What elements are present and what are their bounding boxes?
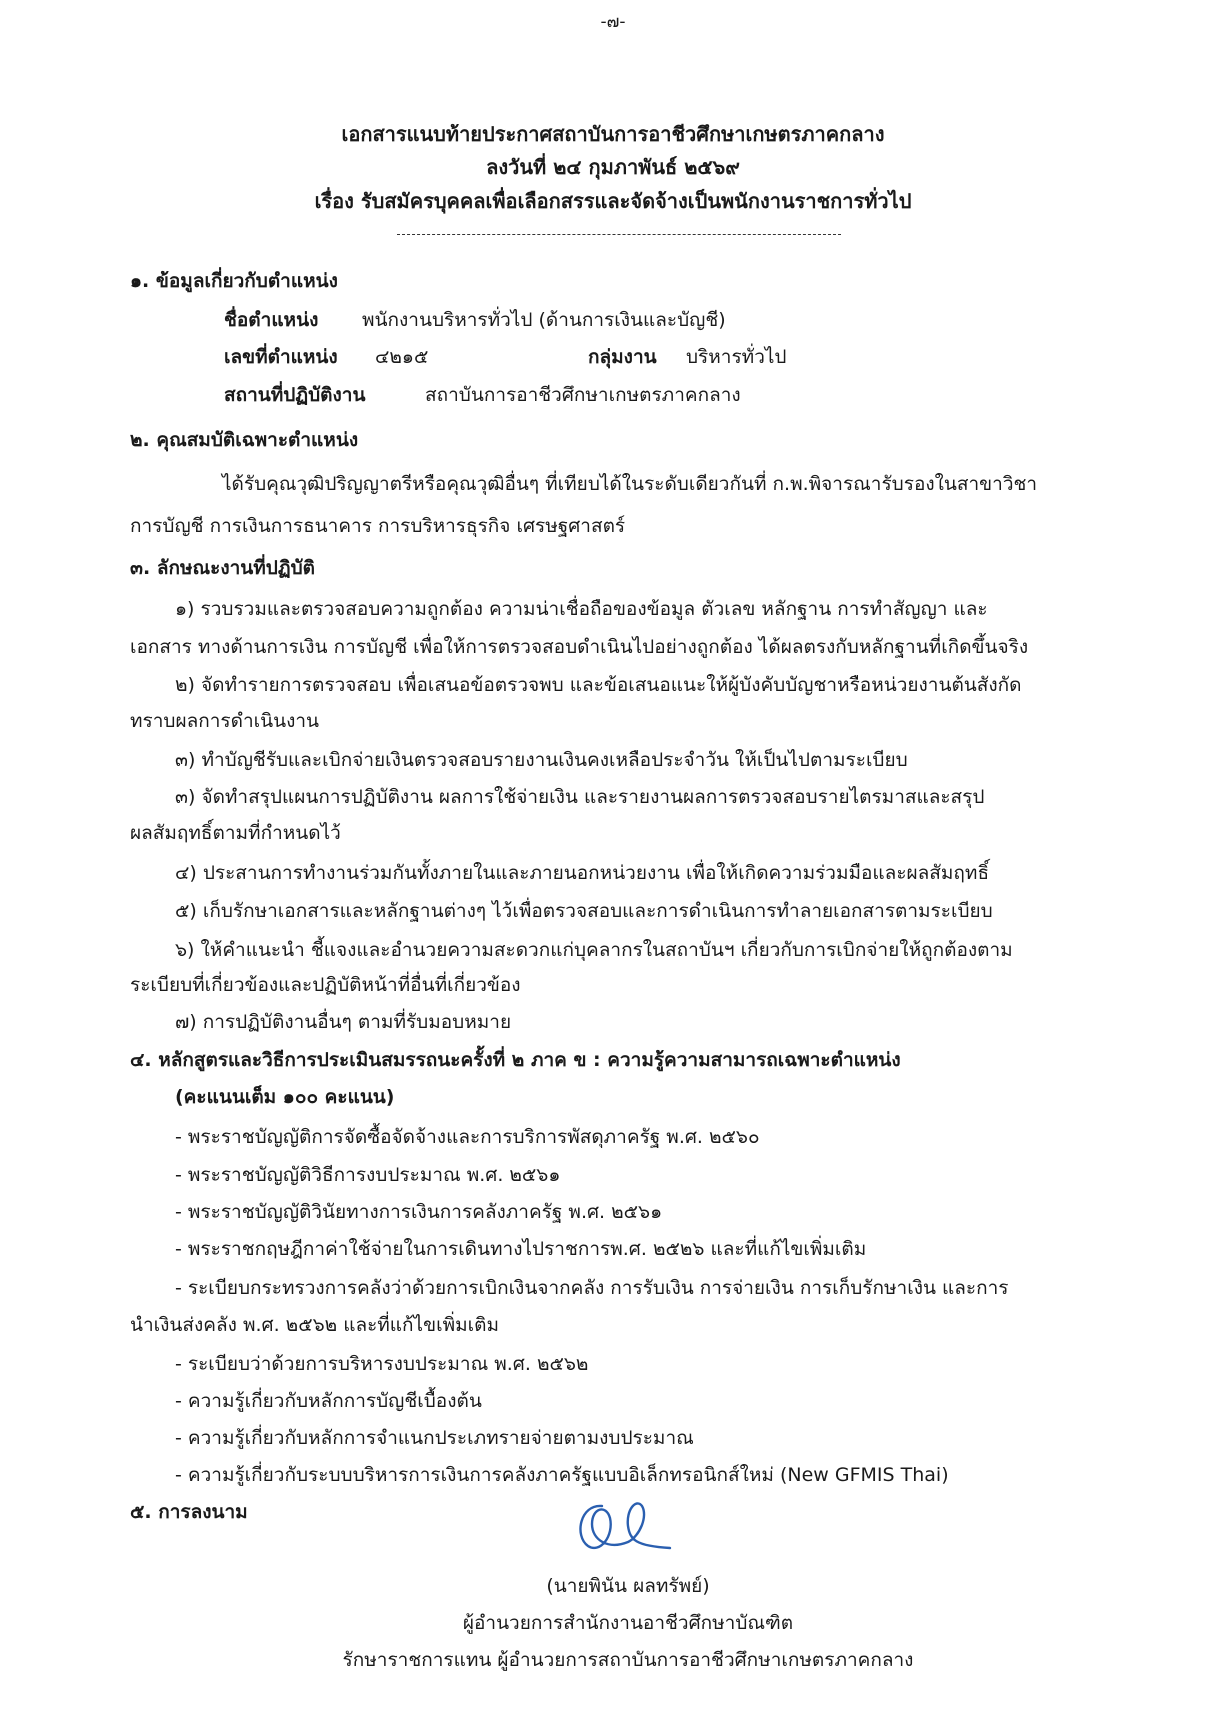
duty-line: เอกสาร ทางด้านการเงิน การบัญชี เพื่อให้การตรวจสอบดำเนินไปอย่างถูกต้อง ได้ผลตรงกับหลักฐานที่เกิดขึ้นจริง [130, 636, 1029, 658]
header-divider [397, 234, 841, 235]
duty-line: ระเบียบที่เกี่ยวข้องและปฏิบัติหน้าที่อื่นที่เกี่ยวข้อง [130, 974, 521, 996]
signatory-title: ผู้อำนวยการสำนักงานอาชีวศึกษาบัณฑิต [462, 1612, 794, 1634]
curriculum-item: - ความรู้เกี่ยวกับหลักการบัญชีเบื้องต้น [175, 1390, 482, 1412]
section4-heading: ๔. หลักสูตรและวิธีการประเมินสมรรถนะครั้งที่ ๒ ภาค ข : ความรู้ความสามารถเฉพาะตำแหน่ง [130, 1049, 901, 1071]
section2-heading: ๒. คุณสมบัติเฉพาะตำแหน่ง [130, 429, 359, 451]
duty-line: ๑) รวบรวมและตรวจสอบความถูกต้อง ความน่าเชื่อถือของข้อมูล ตัวเลข หลักฐาน การทำสัญญา และ [175, 598, 988, 620]
duty-line: ๕) เก็บรักษาเอกสารและหลักฐานต่างๆ ไว้เพื่อตรวจสอบและการดำเนินการทำลายเอกสารตามระเบียบ [175, 900, 993, 922]
page-number: -๗- [600, 12, 626, 32]
position-name-value: พนักงานบริหารทั่วไป (ด้านการเงินและบัญชี) [362, 309, 726, 331]
section4-subheading: (คะแนนเต็ม ๑๐๐ คะแนน) [175, 1086, 395, 1108]
curriculum-item: - พระราชบัญญัติวินัยทางการเงินการคลังภาครัฐ พ.ศ. ๒๕๖๑ [175, 1201, 663, 1223]
duty-line: ๓) ทำบัญชีรับและเบิกจ่ายเงินตรวจสอบรายงานเงินคงเหลือประจำวัน ให้เป็นไปตามระเบียบ [175, 749, 908, 771]
curriculum-item: - ระเบียบว่าด้วยการบริหารงบประมาณ พ.ศ. ๒๕๖๒ [175, 1353, 589, 1375]
position-name-label: ชื่อตำแหน่ง [224, 309, 319, 331]
qualification-line: การบัญชี การเงินการธนาคาร การบริหารธุรกิจ เศรษฐศาสตร์ [130, 515, 626, 537]
duty-line: ๖) ให้คำแนะนำ ชี้แจงและอำนวยความสะดวกแก่บุคลากรในสถาบันฯ เกี่ยวกับการเบิกจ่ายให้ถูกต้องตาม [175, 939, 1013, 961]
workplace-value: สถาบันการอาชีวศึกษาเกษตรภาคกลาง [425, 384, 741, 406]
signature-image [570, 1496, 680, 1560]
header-date-line: ลงวันที่ ๒๔ กุมภาพันธ์ ๒๕๖๙ [486, 155, 740, 179]
position-no-value: ๔๒๑๕ [375, 346, 429, 368]
curriculum-item: นำเงินส่งคลัง พ.ศ. ๒๕๖๒ และที่แก้ไขเพิ่มเติม [130, 1314, 500, 1336]
curriculum-item: - พระราชบัญญัติวิธีการงบประมาณ พ.ศ. ๒๕๖๑ [175, 1164, 561, 1186]
duty-line: ๗) การปฏิบัติงานอื่นๆ ตามที่รับมอบหมาย [175, 1011, 512, 1033]
curriculum-item: - พระราชบัญญัติการจัดซื้อจัดจ้างและการบริการพัสดุภาครัฐ พ.ศ. ๒๕๖๐ [175, 1126, 760, 1148]
header-title-line1: เอกสารแนบท้ายประกาศสถาบันการอาชีวศึกษาเกษตรภาคกลาง [341, 122, 885, 146]
section3-heading: ๓. ลักษณะงานที่ปฏิบัติ [130, 557, 315, 579]
workgroup-value: บริหารทั่วไป [686, 346, 787, 368]
duty-line: ๒) จัดทำรายการตรวจสอบ เพื่อเสนอข้อตรวจพบ และข้อเสนอแนะให้ผู้บังคับบัญชาหรือหน่วยงานต้นสังกัด [175, 674, 1022, 696]
workplace-label: สถานที่ปฏิบัติงาน [224, 384, 366, 406]
section5-heading: ๕. การลงนาม [130, 1501, 248, 1523]
signatory-name: (นายพินัน ผลทรัพย์) [546, 1575, 710, 1597]
position-no-label: เลขที่ตำแหน่ง [224, 346, 338, 368]
qualification-line: ได้รับคุณวุฒิปริญญาตรีหรือคุณวุฒิอื่นๆ ที่เทียบได้ในระดับเดียวกันที่ ก.พ.พิจารณารับรองในสาขาวิชา [222, 473, 1038, 495]
workgroup-label: กลุ่มงาน [588, 346, 657, 368]
curriculum-item: - ความรู้เกี่ยวกับระบบบริหารการเงินการคลังภาครัฐแบบอิเล็กทรอนิกส์ใหม่ (New GFMIS Thai) [175, 1464, 949, 1486]
header-subject-line: เรื่อง รับสมัครบุคคลเพื่อเลือกสรรและจัดจ้างเป็นพนักงานราชการทั่วไป [314, 189, 912, 213]
duty-line: ๔) ประสานการทำงานร่วมกันทั้งภายในและภายนอกหน่วยงาน เพื่อให้เกิดความร่วมมือและผลสัมฤทธิ์ [175, 862, 990, 884]
duty-line: ๓) จัดทำสรุปแผนการปฏิบัติงาน ผลการใช้จ่ายเงิน และรายงานผลการตรวจสอบรายไตรมาสและสรุป [175, 786, 985, 808]
curriculum-item: - ระเบียบกระทรวงการคลังว่าด้วยการเบิกเงินจากคลัง การรับเงิน การจ่ายเงิน การเก็บรักษาเงิน และการ [175, 1277, 1009, 1299]
duty-line: ผลสัมฤทธิ์ตามที่กำหนดไว้ [130, 822, 341, 844]
curriculum-item: - ความรู้เกี่ยวกับหลักการจำแนกประเภทรายจ่ายตามงบประมาณ [175, 1427, 694, 1449]
section1-heading: ๑. ข้อมูลเกี่ยวกับตำแหน่ง [130, 270, 338, 292]
duty-line: ทราบผลการดำเนินงาน [130, 710, 320, 732]
curriculum-item: - พระราชกฤษฎีกาค่าใช้จ่ายในการเดินทางไปราชการพ.ศ. ๒๕๒๖ และที่แก้ไขเพิ่มเติม [175, 1238, 867, 1260]
signatory-acting-title: รักษาราชการแทน ผู้อำนวยการสถาบันการอาชีวศึกษาเกษตรภาคกลาง [342, 1649, 914, 1671]
